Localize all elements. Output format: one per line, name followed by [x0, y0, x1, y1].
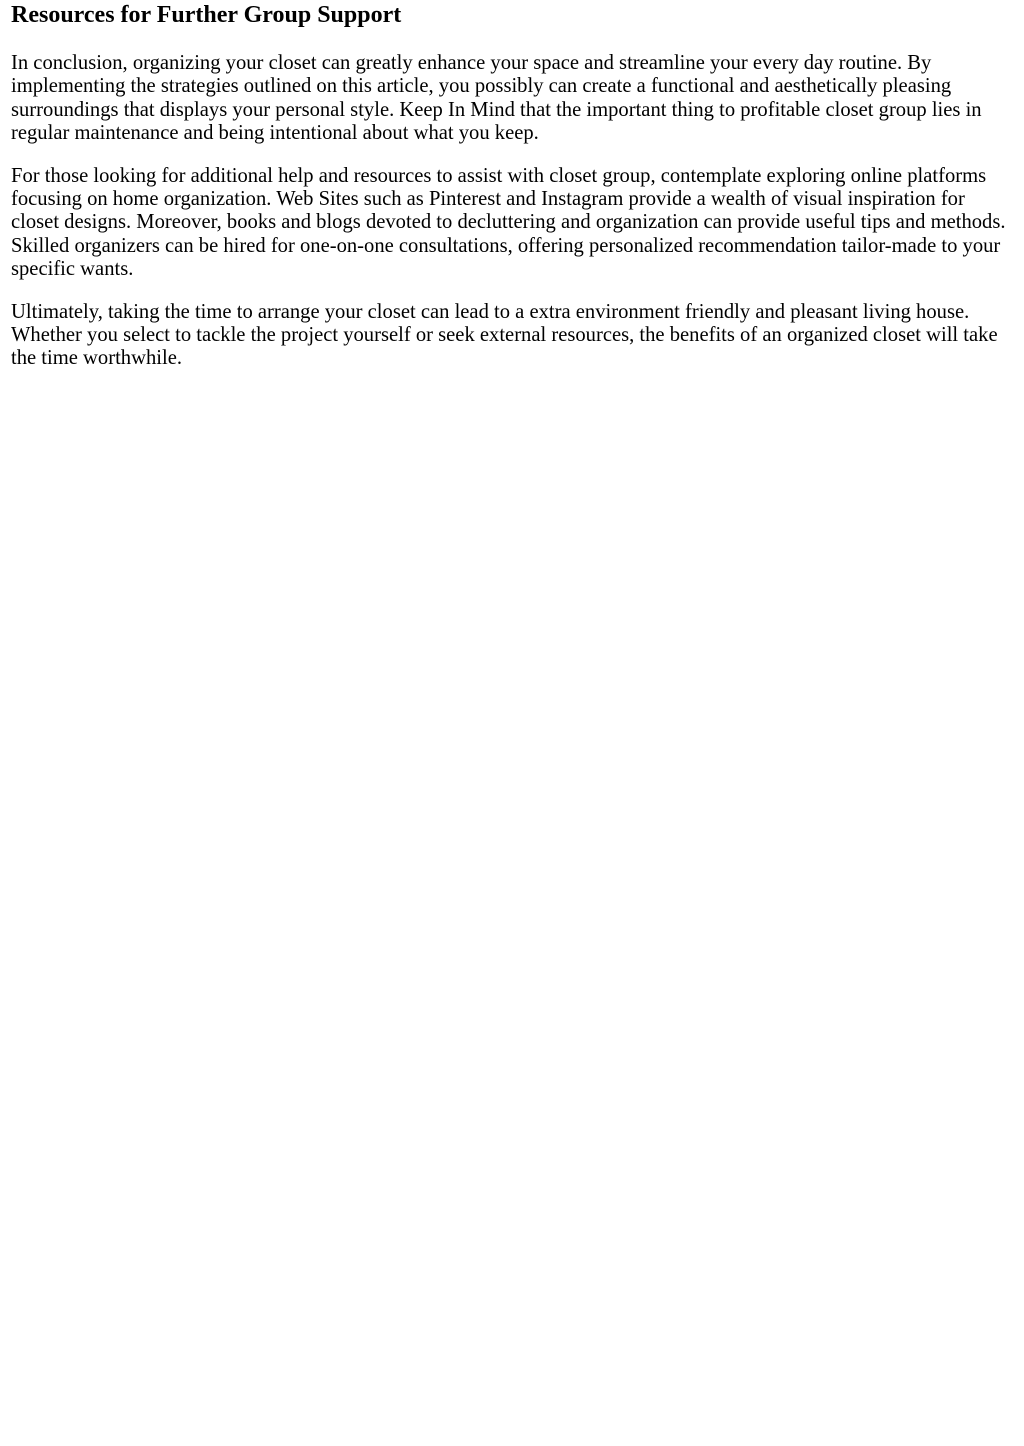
- resources-paragraph: For those looking for additional help and resources to assist with closet group, contemplate exploring online platforms focusing on home organization. Web Sites such as Pinterest and Instagram provide a wealth of visual inspiration for closet designs. Moreover, books and blogs devoted to decluttering and organization can provide useful tips and methods. Skilled organizers can be hired for one-on-one consultations, offering personalized recommendation tailor-made to your specific wants.: [11, 164, 1006, 281]
- section-heading: Resources for Further Group Support: [11, 2, 402, 28]
- closing-paragraph: Ultimately, taking the time to arrange your closet can lead to a extra environment friendly and pleasant living house. Whether you select to tackle the project yourself or seek external resources, the benefits of an organized closet will take the time worthwhile.: [11, 300, 998, 370]
- conclusion-paragraph: In conclusion, organizing your closet can greatly enhance your space and streamline your every day routine. By implementing the strategies outlined on this article, you possibly can create a functional and aesthetically pleasing surroundings that displays your personal style. Keep In Mind that the important thing to profitable closet group lies in regular maintenance and being intentional about what you keep.: [11, 52, 982, 145]
- article-content: [11, 0, 1014, 371]
